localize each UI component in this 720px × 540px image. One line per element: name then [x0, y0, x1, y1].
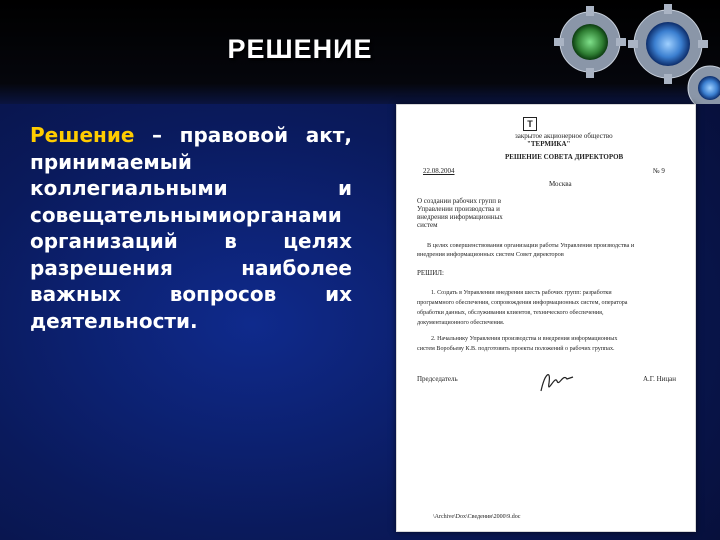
body-word: коллегиальными — [30, 176, 228, 200]
subject-line: систем — [417, 221, 438, 229]
body-word: деятельности. — [30, 308, 198, 333]
chair-label: Председатель — [417, 375, 458, 383]
body-line — [30, 255, 352, 282]
highlighted-term: Решение — [30, 123, 135, 147]
document-heading: РЕШЕНИЕ СОВЕТА ДИРЕКТОРОВ — [505, 153, 624, 161]
body-word: в — [224, 229, 237, 253]
body-word: и — [337, 176, 352, 200]
body-line — [30, 122, 352, 149]
document-date: 22.08.2004 — [423, 167, 455, 175]
subject-line: О создании рабочих групп в — [417, 197, 502, 205]
item-line: документационного обеспечения. — [417, 320, 505, 326]
footer-path: \Archive\Dox\Сведения\2000\9.doc — [433, 514, 521, 520]
item-line: программного обеспечения, сопровождения информационных систем, оператора — [417, 300, 628, 306]
subject-line: Управлении производства и — [417, 205, 500, 213]
decided-label: РЕШИЛ: — [417, 269, 444, 277]
company-logo-icon: T — [523, 117, 537, 131]
org-line-2: "ТЕРМИКА" — [527, 140, 571, 148]
gears-decoration — [550, 0, 720, 104]
body-word: наиболее — [241, 255, 352, 280]
body-line — [30, 281, 352, 308]
body-word: – — [152, 123, 163, 147]
body-line — [30, 228, 352, 255]
signature-icon — [537, 367, 577, 397]
item-line: 2. Начальнику Управления производства и внедрения информационных — [431, 336, 618, 342]
body-line — [30, 202, 352, 229]
body-word: целях — [283, 229, 352, 253]
body-word: принимаемый — [30, 149, 192, 174]
chair-name: А.Г. Ницан — [643, 375, 676, 383]
body-word: организаций — [30, 229, 178, 253]
body-line — [30, 308, 352, 335]
body-word: правовой — [179, 123, 289, 147]
gears-icon — [550, 0, 720, 104]
body-word: разрешения — [30, 255, 173, 280]
subject-line: внедрения информационных — [417, 213, 503, 221]
org-line-1: закрытое акционерное общество — [515, 132, 613, 140]
intro-line: внедрения информационных систем Совет директоров — [417, 251, 564, 258]
item-line: обработки данных, обслуживания клиентов, технического обеспечения, — [417, 310, 604, 316]
body-line — [30, 175, 352, 202]
item-line: систем Воробьеву К.В. подготовить проекты положений о рабочих группах. — [417, 346, 615, 352]
item-line: 1. Создать в Управлении внедрения шесть рабочих групп: разработки — [431, 290, 612, 296]
definition-text — [30, 122, 352, 334]
body-word: важных — [30, 282, 121, 306]
body-word: их — [325, 282, 352, 306]
document-number: № 9 — [653, 167, 665, 175]
body-word: совещательнымиорганами — [30, 202, 342, 227]
slide-title: РЕШЕНИЕ — [227, 34, 373, 64]
body-line — [30, 149, 352, 176]
title-band — [0, 0, 720, 104]
intro-line: В целях совершенствования организации работы Управления производства и — [427, 242, 635, 249]
body-word: акт, — [305, 123, 352, 147]
decision-document-image — [396, 104, 696, 532]
document-city: Москва — [549, 180, 572, 188]
body-word: вопросов — [169, 282, 277, 306]
